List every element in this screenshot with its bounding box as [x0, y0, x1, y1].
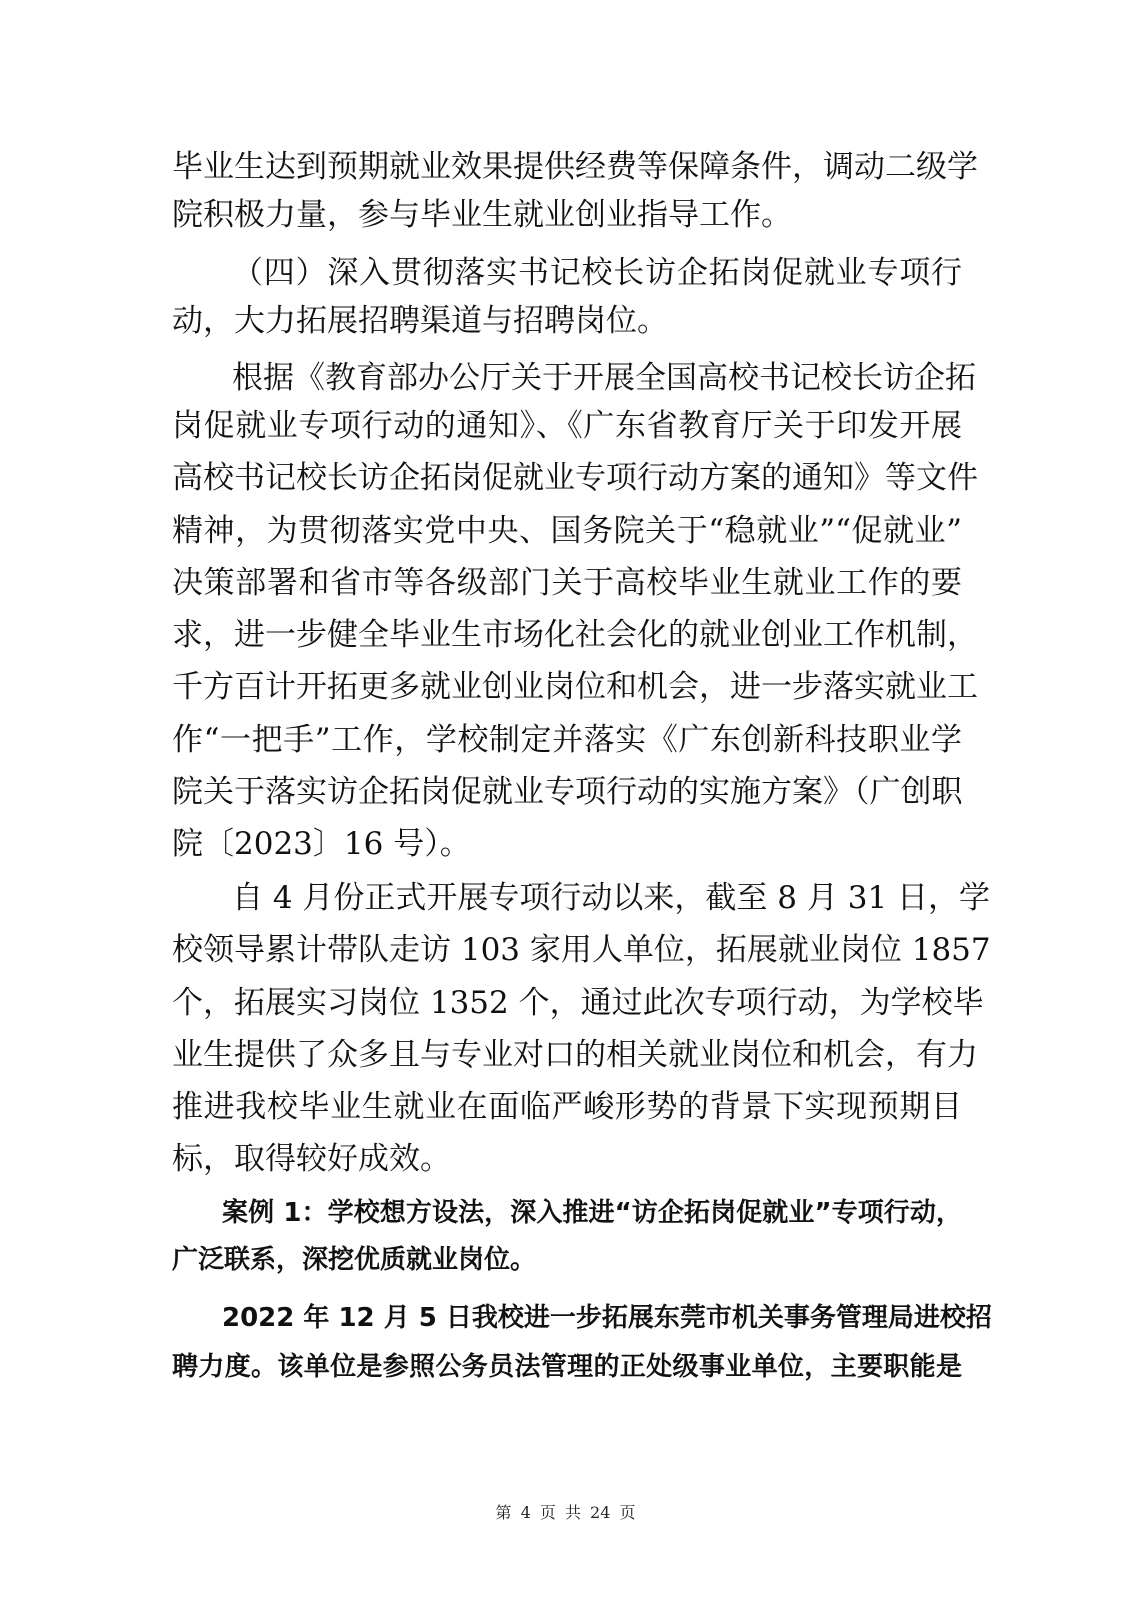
text-line: 推进我校毕业生就业在面临严峻形势的背景下实现预期目 — [172, 1089, 962, 1125]
text-line: 校领导累计带队走访 103 家用人单位，拓展就业岗位 1857 — [172, 932, 991, 968]
text-line: 个，拓展实习岗位 1352 个，通过此次专项行动，为学校毕 — [172, 985, 984, 1021]
text-line: 根据《教育部办公厅关于开展全国高校书记校长访企拓 — [232, 360, 976, 396]
section-heading: 动，大力拓展招聘渠道与招聘岗位。 — [172, 303, 668, 339]
case-heading: 广泛联系，深挖优质就业岗位。 — [172, 1245, 537, 1275]
case-heading: 案例 1：学校想方设法，深入推进“访企拓岗促就业”专项行动， — [222, 1198, 962, 1228]
page-number: 第 4 页 共 24 页 — [495, 1503, 636, 1522]
text-line: 业生提供了众多且与专业对口的相关就业岗位和机会，有力 — [172, 1037, 978, 1073]
text-line: 毕业生达到预期就业效果提供经费等保障条件，调动二级学 — [172, 149, 978, 185]
text-line: 自 4 月份正式开展专项行动以来，截至 8 月 31 日，学 — [232, 880, 991, 916]
text-line: 高校书记校长访企拓岗促就业专项行动方案的通知》等文件 — [172, 460, 978, 496]
text-line: 作“一把手”工作，学校制定并落实《广东创新科技职业学 — [172, 722, 962, 758]
text-line: 决策部署和省市等各级部门关于高校毕业生就业工作的要 — [172, 565, 962, 601]
text-line: 院〔2023〕16 号）。 — [172, 826, 471, 862]
text-line: 2022 年 12 月 5 日我校进一步拓展东莞市机关事务管理局进校招 — [222, 1303, 992, 1333]
text-line: 千方百计开拓更多就业创业岗位和机会，进一步落实就业工 — [172, 669, 978, 705]
text-line: 院关于落实访企拓岗促就业专项行动的实施方案》（广创职 — [172, 774, 963, 810]
text-line: 院积极力量，参与毕业生就业创业指导工作。 — [172, 197, 792, 233]
text-line: 聘力度。该单位是参照公务员法管理的正处级事业单位，主要职能是 — [172, 1352, 962, 1382]
section-heading: （四）深入贯彻落实书记校长访企拓岗促就业专项行 — [232, 255, 962, 291]
text-line: 求，进一步健全毕业生市场化社会化的就业创业工作机制， — [172, 617, 978, 653]
text-line: 岗促就业专项行动的通知》、《广东省教育厅关于印发开展 — [172, 408, 962, 444]
text-line: 精神，为贯彻落实党中央、国务院关于“稳就业”“促就业” — [172, 513, 962, 549]
text-line: 标，取得较好成效。 — [172, 1141, 451, 1177]
